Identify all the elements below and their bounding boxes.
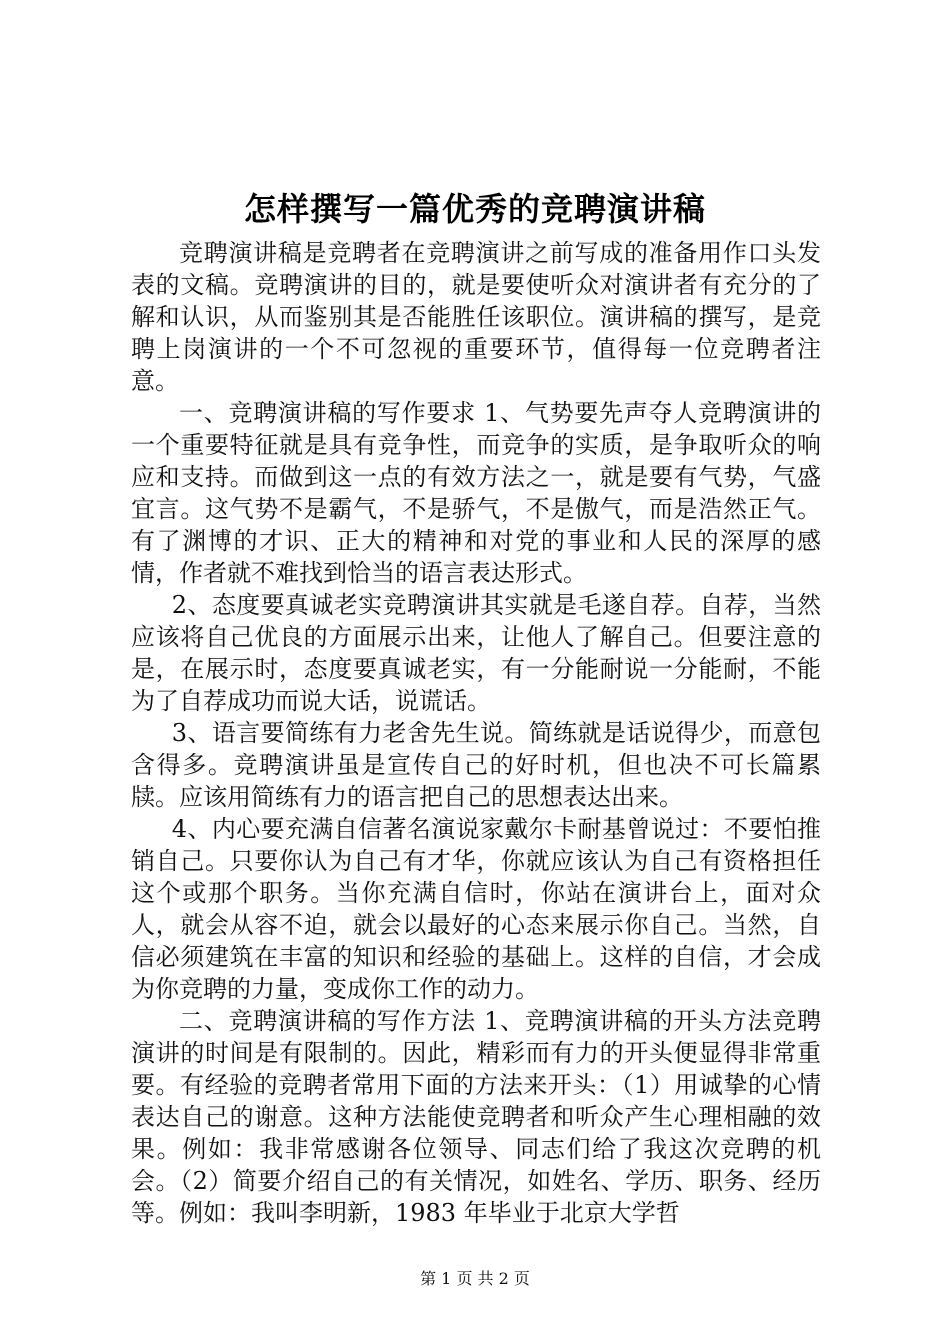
paragraph-intro: 竞聘演讲稿是竞聘者在竞聘演讲之前写成的准备用作口头发表的文稿。竞聘演讲的目的，就是要使听众对演讲者有充分的了解和认识，从而鉴别其是否能胜任该职位。演讲稿的撰写，是竞聘上岗演讲的一个不可忽视的重要环节，值得每一位竞聘者注意。 bbox=[131, 239, 821, 395]
paragraph-point-three: 3、语言要简练有力老舍先生说。简练就是话说得少，而意包含得多。竞聘演讲虽是宣传自己的好时机，但也决不可长篇累牍。应该用简练有力的语言把自己的思想表达出来。 bbox=[131, 719, 821, 811]
document-body bbox=[131, 237, 821, 1229]
document-title: 怎样撰写一篇优秀的竞聘演讲稿 bbox=[243, 190, 706, 228]
paragraph-section-two: 二、竞聘演讲稿的写作方法 1、竞聘演讲稿的开头方法竞聘演讲的时间是有限制的。因此，精彩而有力的开头便显得非常重要。有经验的竞聘者常用下面的方法来开头：（1）用诚挚的心情表达自己的谢意。这种方法能使竞聘者和听众产生心理相融的效果。例如：我非常感谢各位领导、同志们给了我这次竞聘的机会。（2）简要介绍自己的有关情况，如姓名、学历、职务、经历等。例如：我叫李明新，1983 年毕业于北京大学哲 bbox=[131, 1007, 821, 1227]
paragraph-section-one: 一、竞聘演讲稿的写作要求 1、气势要先声夺人竞聘演讲的一个重要特征就是具有竞争性，而竞争的实质，是争取听众的响应和支持。而做到这一点的有效方法之一，就是要有气势，气盛宜言。这气势不是霸气，不是骄气，不是傲气，而是浩然正气。有了渊博的才识、正大的精神和对党的事业和人民的深厚的感情，作者就不难找到恰当的语言表达形式。 bbox=[131, 399, 821, 587]
page-footer: 第 1 页 共 2 页 bbox=[420, 1269, 530, 1288]
paragraph-point-two: 2、态度要真诚老实竞聘演讲其实就是毛遂自荐。自荐，当然应该将自己优良的方面展示出来，让他人了解自己。但要注意的是，在展示时，态度要真诚老实，有一分能耐说一分能耐，不能为了自荐成功而说大话，说谎话。 bbox=[131, 591, 821, 715]
paragraph-point-four: 4、内心要充满自信著名演说家戴尔卡耐基曾说过：不要怕推销自己。只要你认为自己有才华，你就应该认为自己有资格担任这个或那个职务。当你充满自信时，你站在演讲台上，面对众人，就会从容不迫，就会以最好的心态来展示你自己。当然，自信必须建筑在丰富的知识和经验的基础上。这样的自信，才会成为你竞聘的力量，变成你工作的动力。 bbox=[131, 815, 821, 1003]
